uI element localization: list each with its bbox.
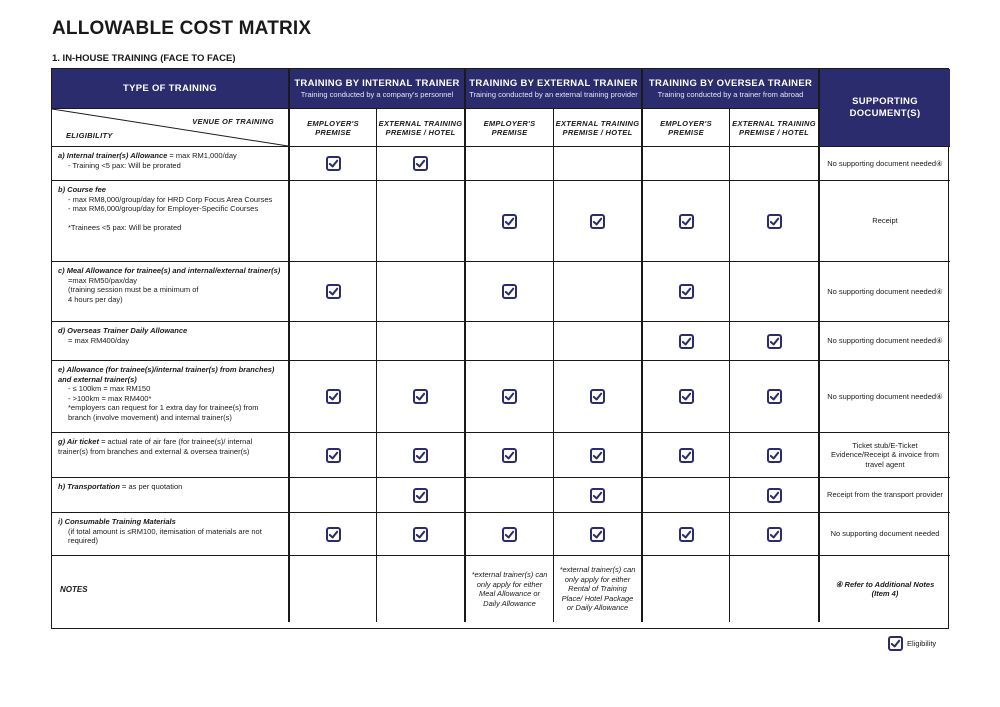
checkbox-icon bbox=[590, 214, 605, 229]
row-description bbox=[52, 147, 289, 181]
supporting-document: Receipt from the transport provider bbox=[819, 478, 950, 513]
internal-trainer-desc: Training conducted by a company's personnel bbox=[300, 90, 454, 99]
checkbox-icon bbox=[767, 389, 782, 404]
checkbox-icon bbox=[767, 527, 782, 542]
checkbox-icon bbox=[413, 389, 428, 404]
row-title-suffix: = max RM1,000/day bbox=[167, 151, 237, 160]
eligibility-cell bbox=[289, 478, 377, 513]
eligibility-cell bbox=[377, 361, 465, 433]
row-title: d) Overseas Trainer Daily Allowance bbox=[58, 326, 188, 335]
eligibility-cell bbox=[377, 147, 465, 181]
eligibility-cell bbox=[289, 433, 377, 478]
eligibility-cell bbox=[642, 181, 730, 262]
internal-trainer-header bbox=[289, 69, 465, 109]
eligibility-cell bbox=[730, 361, 819, 433]
eligibility-cell bbox=[554, 262, 642, 322]
supporting-documents-label: SUPPORTING DOCUMENT(S) bbox=[849, 95, 921, 119]
eligibility-cell bbox=[730, 322, 819, 361]
eligibility-cell bbox=[377, 181, 465, 262]
checkbox-icon bbox=[502, 214, 517, 229]
row-title-line bbox=[58, 326, 282, 336]
checkbox-icon bbox=[679, 214, 694, 229]
internal-trainer-title: TRAINING BY INTERNAL TRAINER bbox=[294, 78, 460, 89]
row-line: - ≤ 100km = max RM150 bbox=[68, 384, 151, 393]
oversea-employer-premise: EMPLOYER'S PREMISE bbox=[642, 109, 730, 147]
checkbox-icon bbox=[502, 284, 517, 299]
eligibility-cell bbox=[642, 478, 730, 513]
eligibility-cell bbox=[642, 433, 730, 478]
row-title-line bbox=[58, 482, 282, 492]
eligibility-cell bbox=[289, 262, 377, 322]
oversea-trainer-title: TRAINING BY OVERSEA TRAINER bbox=[648, 78, 813, 89]
oversea-trainer-header bbox=[642, 69, 819, 109]
legend bbox=[888, 636, 936, 651]
checkbox-icon bbox=[413, 448, 428, 463]
eligibility-cell bbox=[642, 147, 730, 181]
row-title: a) Internal trainer(s) Allowance bbox=[58, 151, 168, 160]
eligibility-cell bbox=[465, 181, 554, 262]
checkbox-icon bbox=[679, 527, 694, 542]
row-title-line bbox=[58, 517, 282, 527]
row-line bbox=[58, 214, 282, 223]
eligibility-cell bbox=[554, 513, 642, 556]
row-line: *employers can request for 1 extra day for trainee(s) from branch (involve movement) and internal trainer(s) bbox=[68, 403, 259, 422]
checkbox-icon bbox=[767, 448, 782, 463]
row-title-line bbox=[58, 151, 282, 161]
notes-label: NOTES bbox=[52, 556, 289, 622]
eligibility-cell bbox=[554, 181, 642, 262]
checkbox-icon bbox=[326, 156, 341, 171]
eligibility-label: ELIGIBILITY bbox=[66, 131, 113, 140]
checkbox-icon bbox=[326, 448, 341, 463]
internal-external-premise: EXTERNAL TRAINING PREMISE / HOTEL bbox=[377, 109, 465, 147]
eligibility-cell bbox=[377, 262, 465, 322]
notes-empty bbox=[289, 556, 377, 622]
eligibility-cell bbox=[554, 433, 642, 478]
eligibility-cell bbox=[554, 322, 642, 361]
eligibility-cell bbox=[554, 478, 642, 513]
eligibility-cell bbox=[465, 262, 554, 322]
checkbox-icon bbox=[590, 389, 605, 404]
row-title: e) Allowance (for trainee(s)/internal trainer(s) from branches) and external trainer(s) bbox=[58, 365, 275, 384]
type-of-training-label: TYPE OF TRAINING bbox=[123, 83, 217, 94]
eligibility-cell bbox=[289, 361, 377, 433]
row-line: - max RM8,000/group/day for HRD Corp Focus Area Courses bbox=[68, 194, 273, 204]
notes-external-hotel: *external trainer(s) can only apply for either Rental of Training Place/ Hotel Package or Daily Allowance bbox=[554, 556, 642, 622]
eligibility-cell bbox=[465, 147, 554, 181]
checkbox-icon bbox=[590, 527, 605, 542]
checkbox-icon bbox=[679, 334, 694, 349]
eligibility-cell bbox=[730, 478, 819, 513]
supporting-document: No supporting document needed④ bbox=[819, 322, 950, 361]
eligibility-cell bbox=[642, 322, 730, 361]
row-title-line bbox=[58, 365, 282, 384]
external-trainer-header bbox=[465, 69, 642, 109]
eligibility-cell bbox=[377, 478, 465, 513]
eligibility-cell bbox=[465, 361, 554, 433]
checkbox-icon bbox=[326, 284, 341, 299]
legend-label: Eligibility bbox=[907, 639, 937, 648]
row-title-line bbox=[58, 437, 282, 456]
supporting-document: No supporting document needed④ bbox=[819, 361, 950, 433]
cost-matrix-table bbox=[51, 68, 949, 629]
eligibility-cell bbox=[377, 433, 465, 478]
row-description bbox=[52, 262, 289, 322]
row-title-suffix: = actual rate of air fare (for trainee(s)/ internal trainer(s) from branches and external & oversea trainer(s) bbox=[58, 437, 253, 456]
eligibility-cell bbox=[465, 513, 554, 556]
eligibility-cell bbox=[730, 513, 819, 556]
row-line: (training session must be a minimum of bbox=[68, 285, 199, 294]
eligibility-cell bbox=[465, 478, 554, 513]
checkbox-icon bbox=[502, 389, 517, 404]
oversea-external-premise: EXTERNAL TRAINING PREMISE / HOTEL bbox=[730, 109, 819, 147]
eligibility-cell bbox=[730, 147, 819, 181]
row-title-line bbox=[58, 266, 282, 276]
external-employer-premise: EMPLOYER'S PREMISE bbox=[465, 109, 554, 147]
supporting-document: No supporting document needed④ bbox=[819, 262, 950, 322]
row-description bbox=[52, 181, 289, 262]
diagonal-divider bbox=[52, 109, 288, 146]
section-title: 1. IN-HOUSE TRAINING (FACE TO FACE) bbox=[52, 53, 236, 64]
eligibility-cell bbox=[377, 322, 465, 361]
row-description bbox=[52, 322, 289, 361]
row-line: - >100km = max RM400* bbox=[68, 393, 152, 403]
eligibility-cell bbox=[289, 147, 377, 181]
eligibility-cell bbox=[289, 513, 377, 556]
row-line: 4 hours per day) bbox=[68, 294, 123, 304]
supporting-document: Ticket stub/E-Ticket Evidence/Receipt & invoice from travel agent bbox=[819, 433, 950, 478]
eligibility-cell bbox=[554, 147, 642, 181]
checkbox-icon bbox=[413, 527, 428, 542]
checkbox-icon bbox=[888, 636, 903, 651]
eligibility-cell bbox=[730, 181, 819, 262]
eligibility-cell bbox=[289, 181, 377, 262]
checkbox-icon bbox=[679, 448, 694, 463]
venue-eligibility-cell bbox=[52, 109, 289, 147]
supporting-document: No supporting document needed④ bbox=[819, 147, 950, 181]
row-line: =max RM50/pax/day bbox=[68, 275, 137, 285]
supporting-document: No supporting document needed bbox=[819, 513, 950, 556]
row-title: i) Consumable Training Materials bbox=[58, 517, 176, 526]
notes-empty bbox=[730, 556, 819, 622]
row-title: g) Air ticket bbox=[58, 437, 99, 446]
external-external-premise: EXTERNAL TRAINING PREMISE / HOTEL bbox=[554, 109, 642, 147]
row-title-suffix: = as per quotation bbox=[119, 482, 183, 491]
eligibility-cell bbox=[377, 513, 465, 556]
supporting-documents-header bbox=[819, 69, 950, 147]
checkbox-icon bbox=[767, 334, 782, 349]
checkbox-icon bbox=[413, 488, 428, 503]
checkbox-icon bbox=[679, 284, 694, 299]
row-description bbox=[52, 513, 289, 556]
row-title: b) Course fee bbox=[58, 185, 106, 194]
checkbox-icon bbox=[590, 448, 605, 463]
row-description bbox=[52, 433, 289, 478]
checkbox-icon bbox=[326, 389, 341, 404]
external-trainer-title: TRAINING BY EXTERNAL TRAINER bbox=[469, 78, 638, 89]
notes-external-premise: *external trainer(s) can only apply for either Meal Allowance or Daily Allowance bbox=[465, 556, 554, 622]
venue-label: VENUE OF TRAINING bbox=[192, 117, 274, 126]
eligibility-cell bbox=[554, 361, 642, 433]
checkbox-icon bbox=[326, 527, 341, 542]
checkbox-icon bbox=[502, 448, 517, 463]
checkbox-icon bbox=[502, 527, 517, 542]
internal-employer-premise: EMPLOYER'S PREMISE bbox=[289, 109, 377, 147]
row-line: = max RM400/day bbox=[68, 335, 130, 345]
page-title: ALLOWABLE COST MATRIX bbox=[52, 18, 312, 39]
type-of-training-header bbox=[52, 69, 289, 109]
checkbox-icon bbox=[679, 389, 694, 404]
row-title: h) Transportation bbox=[58, 482, 120, 491]
external-trainer-desc: Training conducted by an external training provider bbox=[469, 90, 638, 99]
eligibility-cell bbox=[465, 322, 554, 361]
eligibility-cell bbox=[642, 513, 730, 556]
eligibility-cell bbox=[642, 361, 730, 433]
row-line: - max RM6,000/group/day for Employer-Specific Courses bbox=[68, 204, 259, 213]
checkbox-icon bbox=[767, 488, 782, 503]
supporting-document: Receipt bbox=[819, 181, 950, 262]
row-line: - Training <5 pax: Will be prorated bbox=[68, 160, 181, 170]
row-line: (if total amount is ≤RM100, itemisation of materials are not required) bbox=[68, 526, 262, 545]
row-description bbox=[52, 478, 289, 513]
oversea-trainer-desc: Training conducted by a trainer from abroad bbox=[657, 90, 804, 99]
notes-doc: ④ Refer to Additional Notes (Item 4) bbox=[819, 556, 950, 622]
notes-empty bbox=[377, 556, 465, 622]
checkbox-icon bbox=[413, 156, 428, 171]
row-line: *Trainees <5 pax: Will be prorated bbox=[68, 222, 182, 232]
eligibility-cell bbox=[730, 433, 819, 478]
eligibility-cell bbox=[642, 262, 730, 322]
eligibility-cell bbox=[730, 262, 819, 322]
row-title-line bbox=[58, 185, 282, 195]
checkbox-icon bbox=[767, 214, 782, 229]
notes-empty bbox=[642, 556, 730, 622]
row-title: c) Meal Allowance for trainee(s) and internal/external trainer(s) bbox=[58, 266, 281, 275]
eligibility-cell bbox=[465, 433, 554, 478]
checkbox-icon bbox=[590, 488, 605, 503]
eligibility-cell bbox=[289, 322, 377, 361]
row-description bbox=[52, 361, 289, 433]
